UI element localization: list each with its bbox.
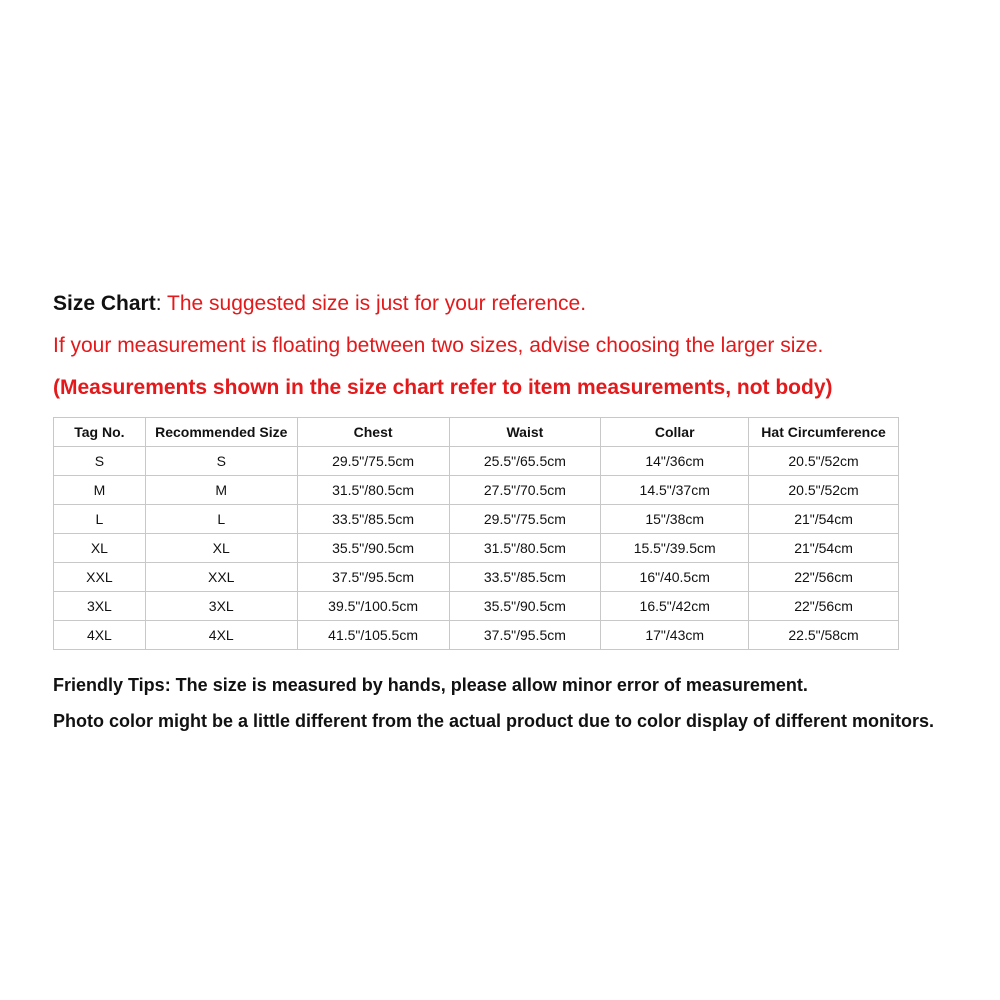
cell-hat: 21"/54cm [749,534,899,563]
table-header-row [54,418,899,447]
heading-label: Size Chart [53,292,156,315]
header-chest: Chest [297,418,449,447]
cell-hat: 21"/54cm [749,505,899,534]
cell-hat: 22"/56cm [749,563,899,592]
cell-waist: 37.5"/95.5cm [449,621,601,650]
photo-color-tip: Photo color might be a little different from the actual product due to color display of different monitors. [53,711,935,731]
cell-waist: 27.5"/70.5cm [449,476,601,505]
table-row [54,534,899,563]
heading-separator: : [155,292,162,315]
table-row [54,476,899,505]
header-tag-no: Tag No. [54,418,146,447]
cell-tag: XL [54,534,146,563]
cell-tag: M [54,476,146,505]
size-chart-heading [53,290,953,318]
cell-chest: 41.5"/105.5cm [297,621,449,650]
cell-chest: 31.5"/80.5cm [297,476,449,505]
cell-recommended: L [145,505,297,534]
header-waist: Waist [449,418,601,447]
cell-waist: 29.5"/75.5cm [449,505,601,534]
cell-collar: 14"/36cm [601,447,749,476]
cell-collar: 16.5"/42cm [601,592,749,621]
cell-tag: 4XL [54,621,146,650]
cell-recommended: 3XL [145,592,297,621]
cell-recommended: M [145,476,297,505]
friendly-tip: Friendly Tips: The size is measured by hands, please allow minor error of measurement. [53,675,808,695]
cell-collar: 15"/38cm [601,505,749,534]
cell-hat: 20.5"/52cm [749,476,899,505]
cell-chest: 29.5"/75.5cm [297,447,449,476]
cell-collar: 17"/43cm [601,621,749,650]
cell-collar: 16"/40.5cm [601,563,749,592]
cell-recommended: XXL [145,563,297,592]
cell-waist: 33.5"/85.5cm [449,563,601,592]
header-recommended-size: Recommended Size [145,418,297,447]
cell-hat: 20.5"/52cm [749,447,899,476]
size-table [53,417,899,650]
cell-tag: 3XL [54,592,146,621]
cell-waist: 35.5"/90.5cm [449,592,601,621]
header-hat-circumference: Hat Circumference [749,418,899,447]
table-row [54,621,899,650]
measurement-note: (Measurements shown in the size chart refer to item measurements, not body) [53,376,833,399]
cell-collar: 15.5"/39.5cm [601,534,749,563]
table-row [54,505,899,534]
cell-recommended: XL [145,534,297,563]
cell-waist: 25.5"/65.5cm [449,447,601,476]
cell-chest: 39.5"/100.5cm [297,592,449,621]
cell-chest: 35.5"/90.5cm [297,534,449,563]
cell-hat: 22.5"/58cm [749,621,899,650]
cell-recommended: 4XL [145,621,297,650]
table-row [54,592,899,621]
cell-tag: XXL [54,563,146,592]
cell-collar: 14.5"/37cm [601,476,749,505]
heading-subtitle: The suggested size is just for your reference. [161,292,587,315]
cell-recommended: S [145,447,297,476]
table-row [54,563,899,592]
tips-section [53,674,953,733]
cell-hat: 22"/56cm [749,592,899,621]
cell-chest: 33.5"/85.5cm [297,505,449,534]
cell-waist: 31.5"/80.5cm [449,534,601,563]
cell-chest: 37.5"/95.5cm [297,563,449,592]
advice-text: If your measurement is floating between two sizes, advise choosing the larger size. [53,334,824,357]
cell-tag: L [54,505,146,534]
header-collar: Collar [601,418,749,447]
cell-tag: S [54,447,146,476]
table-row [54,447,899,476]
size-chart-document [53,290,953,733]
